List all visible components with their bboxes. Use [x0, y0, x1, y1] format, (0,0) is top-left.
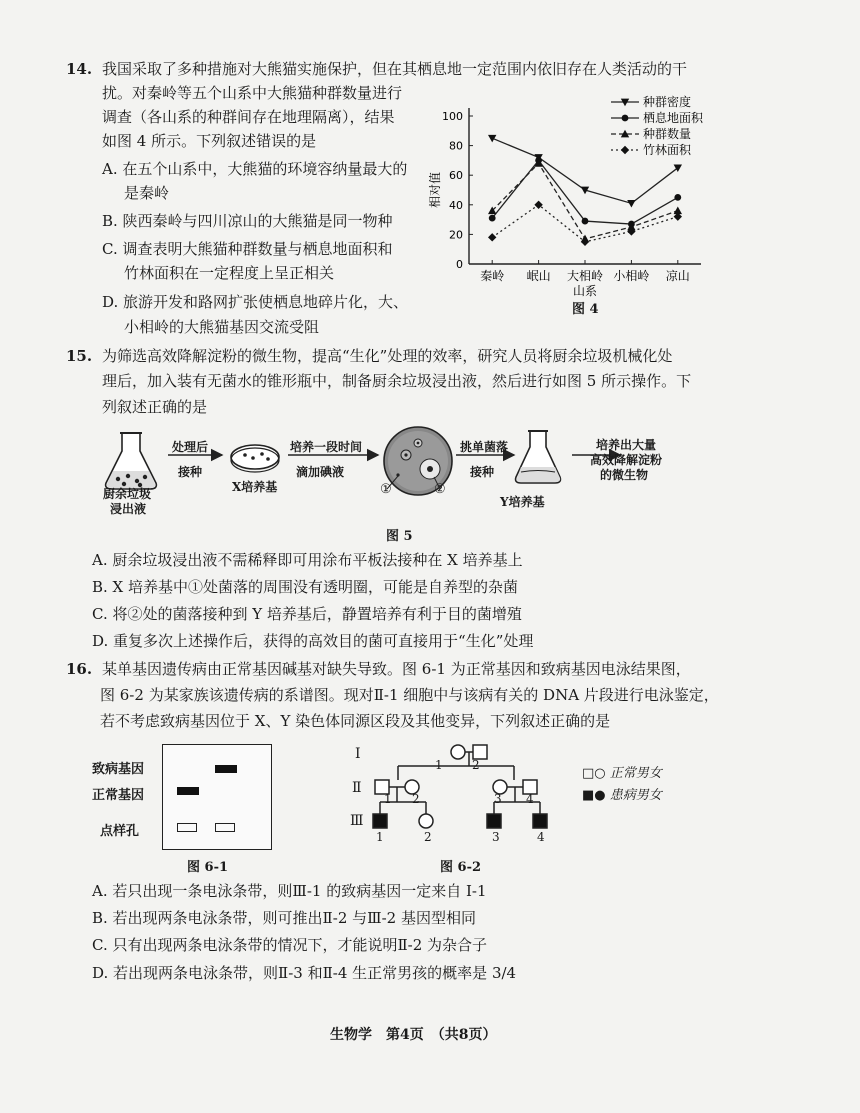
figure-6-1-caption: 图 6-1	[187, 860, 229, 875]
question-15-stem-line2: 理后，加入装有无菌水的锥形瓶中，制备厨余垃圾浸出液，然后进行如图 5 所示操作。下	[102, 372, 692, 390]
result-label-line2: 高效降解淀粉	[590, 453, 663, 467]
question-16-stem-line3: 若不考虑致病基因位于 X、Y 染色体同源区段及其他变异，下列叙述正确的是	[100, 712, 611, 730]
pedigree-legend-normal: □○ 正常男女	[582, 766, 662, 781]
question-14-option-b: B. 陕西秦岭与四川凉山的大熊猫是同一物种	[102, 212, 393, 230]
question-14-option-a: A. 在五个山系中，大熊猫的环境容纳量最大的	[102, 160, 408, 178]
figure-5-caption: 图 5	[386, 529, 413, 544]
legend-marker-3	[621, 146, 629, 154]
pedigree-num-ii4: 4	[526, 792, 534, 806]
colony-marker-2: ②	[434, 482, 446, 497]
question-14-stem-line1: 我国采取了多种措施对大熊猫实施保护，但在其栖息地一定范围内依旧存在人类活动的干	[102, 60, 688, 78]
pedigree-num-ii1: 1	[384, 792, 392, 806]
pedigree-num-i1: 1	[435, 758, 443, 772]
gel-band-normal	[177, 787, 199, 795]
gel-label-well: 点样孔	[100, 824, 140, 839]
legend-label-2: 种群数量	[643, 127, 692, 141]
x-tick-label: 小相岭	[613, 269, 650, 283]
question-14-number: 14.	[66, 60, 93, 78]
arrow1-bottom-label: 接种	[178, 465, 203, 479]
flask1-label-line1: 厨余垃圾	[103, 487, 152, 501]
legend-label-3: 竹林面积	[643, 143, 692, 157]
y-tick-label: 80	[449, 139, 463, 153]
arrow2-bottom-label: 滴加碘液	[296, 465, 345, 479]
legend-marker-1	[622, 115, 629, 122]
data-point-s0-0	[488, 135, 496, 143]
question-14-option-c: C. 调查表明大熊猫种群数量与栖息地面积和	[102, 240, 393, 258]
question-16-option-b: B. 若出现两条电泳条带，则可推出Ⅱ-2 与Ⅲ-2 基因型相同	[92, 909, 476, 927]
pedigree-i2-male-normal	[473, 745, 487, 759]
arrow3-top-label: 挑单菌落	[460, 440, 509, 454]
gel-well-2	[215, 823, 235, 832]
question-14-option-a-cont: 是秦岭	[124, 184, 170, 202]
flask-icon	[106, 433, 157, 489]
question-15-option-a: A. 厨余垃圾浸出液不需稀释即可用涂布平板法接种在 X 培养基上	[92, 551, 523, 569]
question-16-option-c: C. 只有出现两条电泳条带的情况下，才能说明Ⅱ-2 为杂合子	[92, 936, 488, 954]
pedigree-legend-affected: ■● 患病男女	[582, 788, 662, 803]
legend-label-0: 种群密度	[643, 95, 692, 109]
question-16-stem-line2: 图 6-2 为某家族该遗传病的系谱图。现对Ⅱ-1 细胞中与该病有关的 DNA 片段进行电泳鉴定，	[100, 686, 719, 704]
pedigree-num-ii3: 3	[494, 792, 502, 806]
pedigree-num-iii4: 4	[537, 830, 545, 844]
x-tick-label: 大相岭	[566, 269, 604, 283]
series-line-2	[492, 163, 678, 238]
colony-marker-1: ①	[380, 482, 392, 497]
pedigree-num-ii2: 2	[412, 792, 420, 806]
question-15-stem-line1: 为筛选高效降解淀粉的微生物，提高“生化”处理的效率，研究人员将厨余垃圾机械化处	[102, 347, 673, 365]
data-point-s1-0	[489, 215, 496, 222]
y-tick-label: 40	[449, 198, 463, 212]
chart-legend	[611, 94, 704, 157]
y-tick-label: 60	[449, 169, 463, 183]
x-tick-label: 凉山	[665, 269, 690, 283]
y-tick-label: 0	[456, 258, 463, 271]
y-tick-label: 100	[442, 110, 463, 123]
question-15-option-b: B. X 培养基中①处菌落的周围没有透明圈，可能是自养型的杂菌	[92, 578, 519, 596]
pedigree-num-iii3: 3	[492, 830, 500, 844]
question-14-stem-line2: 扰。对秦岭等五个山系中大熊猫种群数量进行	[102, 84, 403, 102]
x-tick-label: 岷山	[526, 269, 551, 283]
flask1-label-line2: 浸出液	[110, 502, 147, 516]
gel-band-disease	[215, 765, 237, 773]
page-footer: 生物学 第4页 （共8页）	[330, 1027, 497, 1043]
result-label-line1: 培养出大量	[596, 438, 657, 452]
arrow1-top-label: 处理后	[172, 440, 209, 454]
data-point-s0-3	[627, 200, 635, 208]
gel-frame	[162, 744, 272, 850]
legend-label-1: 栖息地面积	[643, 111, 704, 125]
pedigree-iii4-male-affected	[533, 814, 547, 828]
x-tick-label: 秦岭	[480, 269, 505, 283]
x-axis-sublabel: 山系	[572, 284, 598, 298]
figure-6-2-caption: 图 6-2	[440, 860, 482, 875]
question-14-option-d: D. 旅游开发和路网扩张使栖息地碎片化，大、	[102, 293, 409, 311]
y-tick-label: 20	[449, 228, 463, 242]
pedigree-iii1-male-affected	[373, 814, 387, 828]
pedigree-iii2-female-normal	[419, 814, 433, 828]
pedigree-num-iii2: 2	[424, 830, 432, 844]
data-point-s1-2	[582, 218, 589, 225]
pedigree-iii3-male-affected	[487, 814, 501, 828]
question-15-option-d: D. 重复多次上述操作后，获得的高效目的菌可直接用于“生化”处理	[92, 632, 534, 650]
pedigree-num-i2: 2	[472, 758, 480, 772]
result-label-line3: 的微生物	[600, 468, 649, 482]
question-14-stem-line4: 如图 4 所示。下列叙述错误的是	[102, 132, 317, 150]
question-14-option-d-cont: 小相岭的大熊猫基因交流受阻	[124, 318, 320, 336]
question-15-number: 15.	[66, 347, 93, 365]
question-14-stem-line3: 调查（各山系的种群间存在地理隔离），结果	[102, 108, 395, 126]
gel-well-1	[177, 823, 197, 832]
figure-4-caption: 图 4	[572, 302, 599, 317]
petri-dish-x-icon	[231, 445, 279, 472]
data-point-s1-4	[674, 194, 681, 201]
arrow3-bottom-label: 接种	[470, 465, 495, 479]
question-14-option-c-cont: 竹林面积在一定程度上呈正相关	[124, 264, 335, 282]
flask-icon	[516, 431, 561, 483]
plate-y-label: Y培养基	[500, 495, 545, 509]
gel-label-normal-gene: 正常基因	[92, 788, 145, 803]
y-axis-label: 相对值	[428, 171, 442, 209]
question-16-option-d: D. 若出现两条电泳条带，则Ⅱ-3 和Ⅱ-4 生正常男孩的概率是 3/4	[92, 964, 517, 982]
data-point-s3-0	[488, 233, 496, 241]
generation-label-2: Ⅱ	[352, 780, 362, 796]
pedigree-num-iii1: 1	[376, 830, 384, 844]
question-16-option-a: A. 若只出现一条电泳条带，则Ⅲ-1 的致病基因一定来自 I-1	[92, 882, 487, 900]
arrow2-top-label: 培养一段时间	[290, 440, 363, 454]
gel-label-disease-gene: 致病基因	[92, 762, 145, 777]
generation-label-3: Ⅲ	[350, 813, 364, 829]
plate-x-label: X培养基	[232, 480, 278, 494]
question-15-stem-line3: 列叙述正确的是	[102, 398, 208, 416]
figure-4-line-chart	[425, 88, 715, 318]
question-16-stem-line1: 某单基因遗传病由正常基因碱基对缺失导致。图 6-1 为正常基因和致病基因电泳结果图，	[102, 660, 691, 678]
generation-label-1: Ⅰ	[355, 746, 361, 762]
pedigree-i1-female-normal	[451, 745, 465, 759]
question-16-number: 16.	[66, 660, 93, 678]
question-15-option-c: C. 将②处的菌落接种到 Y 培养基后，静置培养有利于目的菌增殖	[92, 605, 522, 623]
